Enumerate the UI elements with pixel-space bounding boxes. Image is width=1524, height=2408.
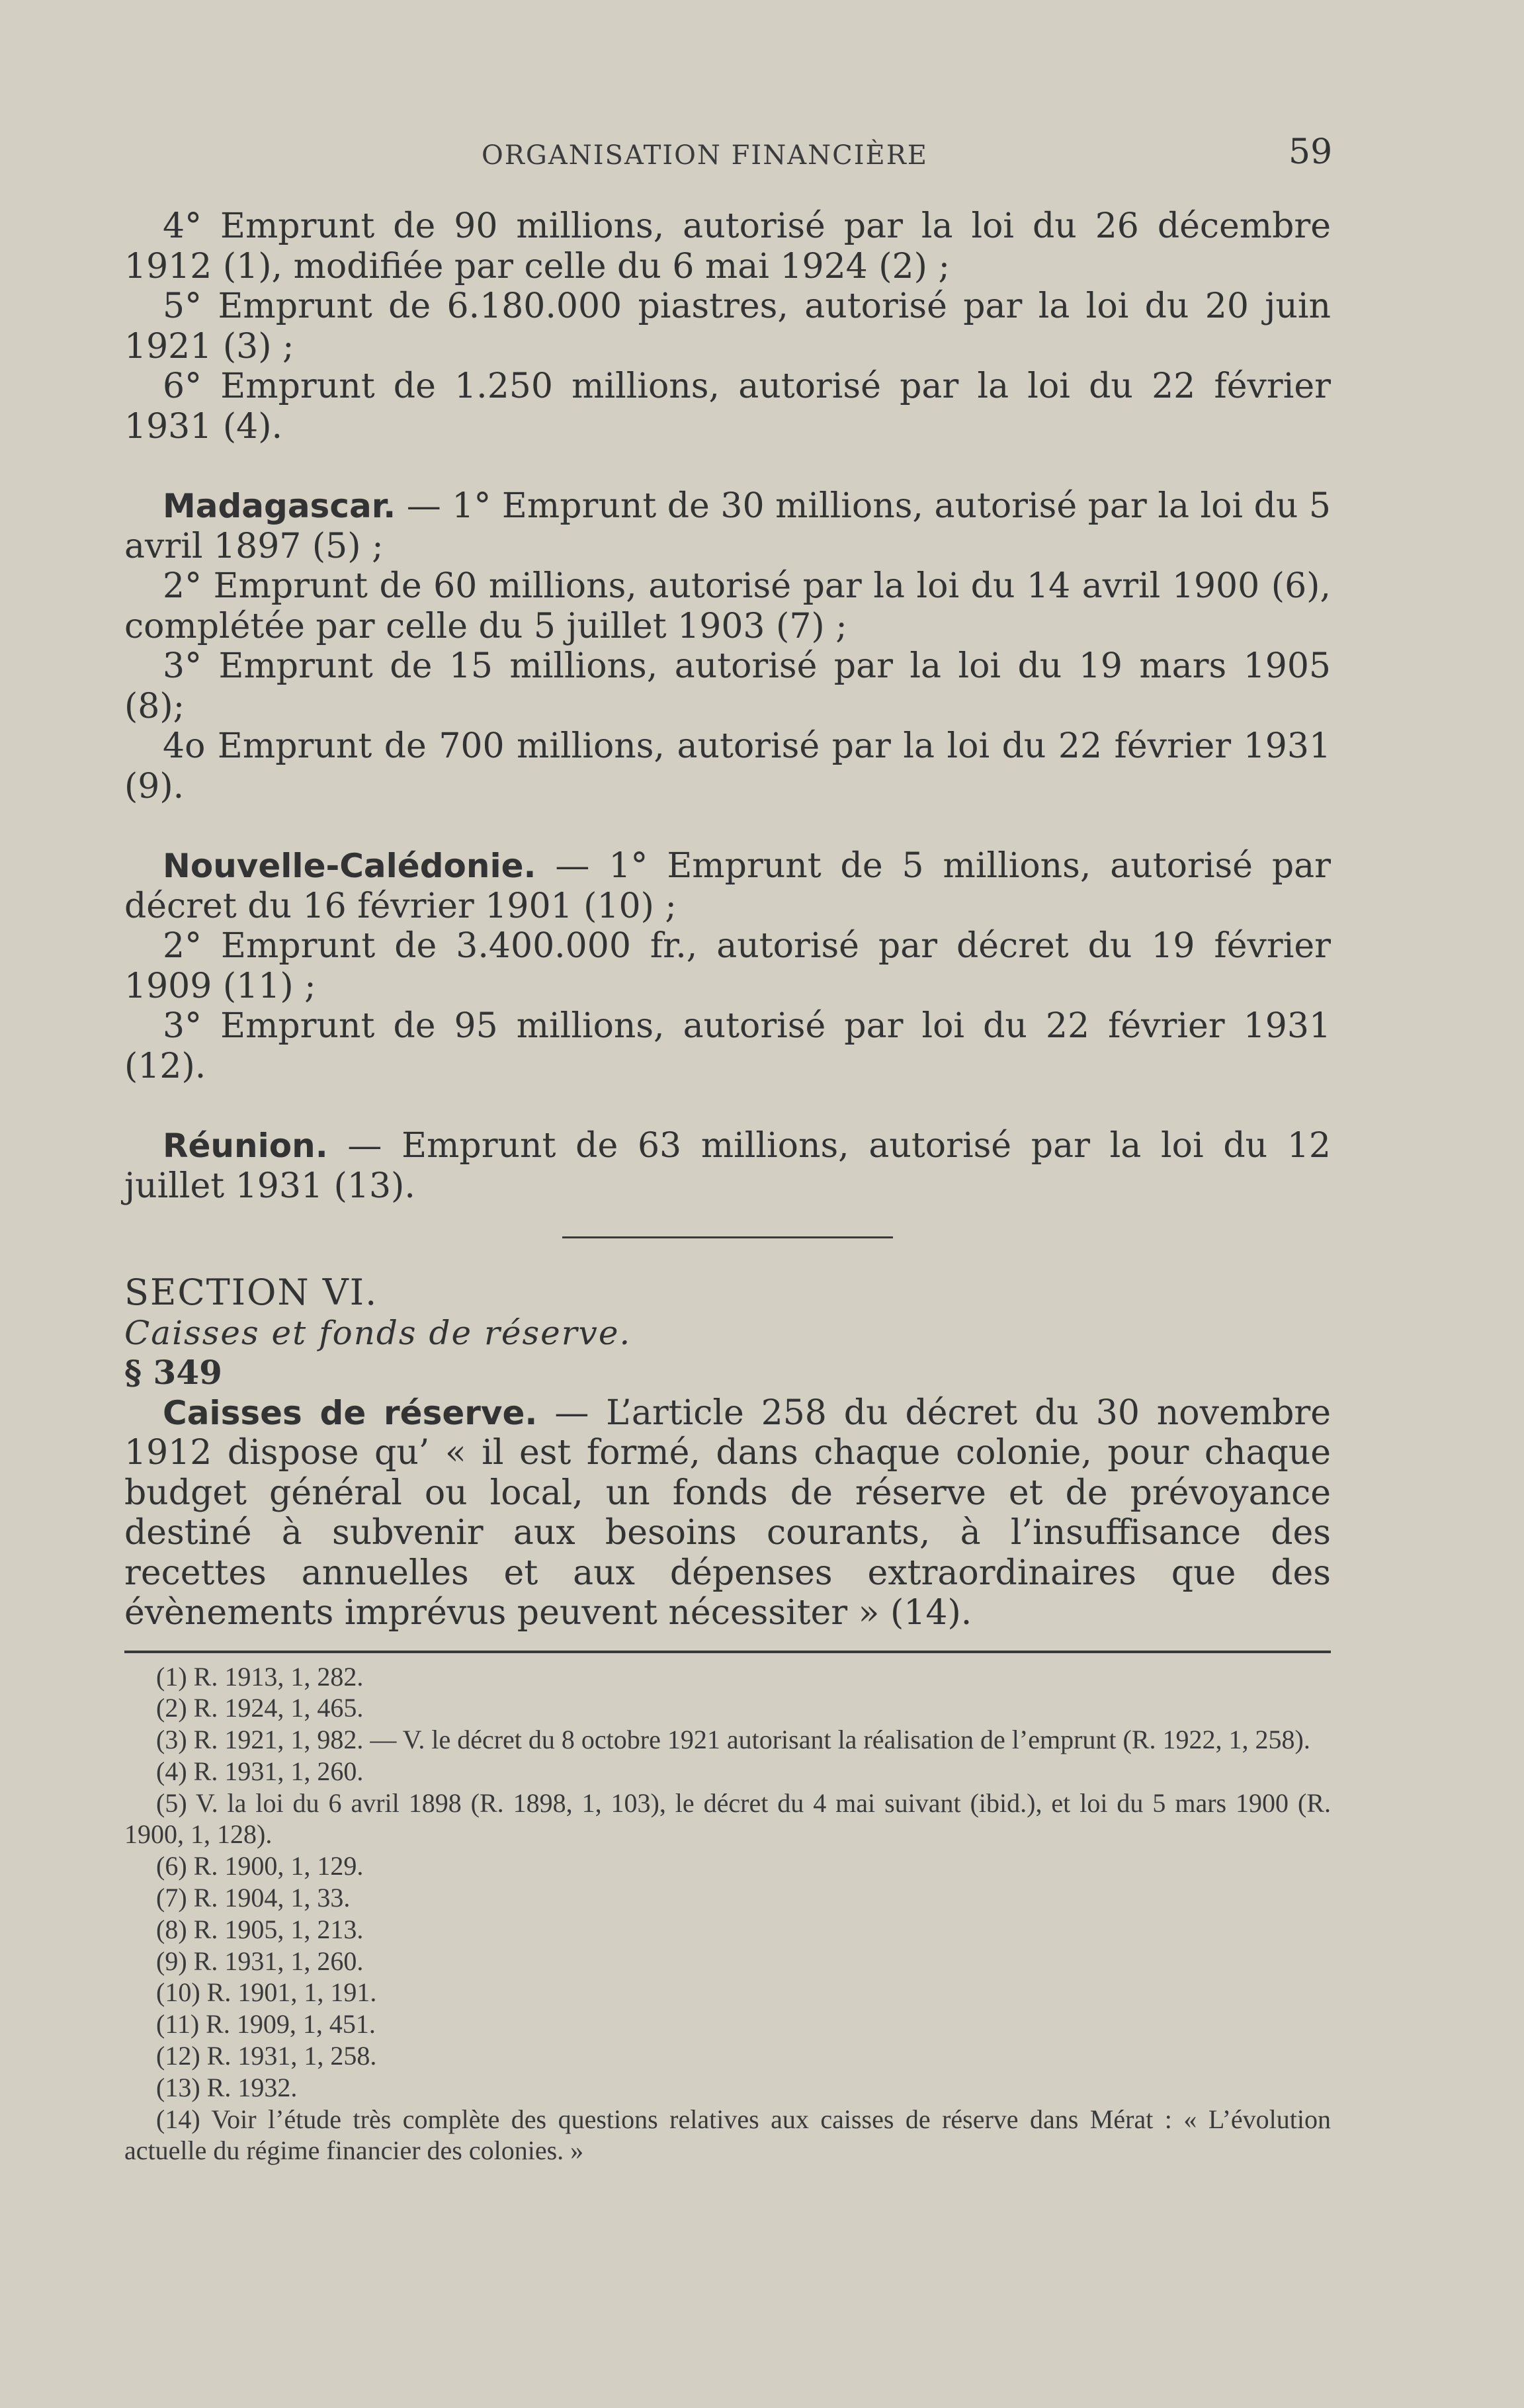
caisses-heading: Caisses de réserve.	[163, 1393, 538, 1432]
loan-item: 3° Emprunt de 15 millions, autorisé par la loi du 19 mars 1905 (8);	[124, 646, 1331, 726]
running-head: ORGANISATION FINANCIÈRE	[482, 140, 929, 171]
loan-item: 2° Emprunt de 60 millions, autorisé par la loi du 14 avril 1900 (6), complétée par celle du 5 juillet 1903 (7) ;	[124, 566, 1331, 646]
footnote: (12) R. 1931, 1, 258.	[156, 2041, 377, 2071]
madagascar-heading: Madagascar.	[163, 487, 396, 525]
footnote: (13) R. 1932.	[156, 2072, 298, 2102]
page-header	[0, 126, 1524, 185]
nouvelle-caledonie-first-loan: — 1° Emprunt de 5 millions, autorisé par décret du 16 février 1901 (10) ;	[124, 846, 1331, 926]
nouvelle-caledonie-heading: Nouvelle-Calédonie.	[163, 847, 536, 885]
paragraph-number: § 349	[124, 1353, 222, 1392]
footnote: (5) V. la loi du 6 avril 1898 (R. 1898, 1, 103), le décret du 4 mai suivant (ibid.), et loi du 5 mars 1900 (R. 1900, 1, 128).	[124, 1787, 1331, 1850]
footnote: (8) R. 1905, 1, 213.	[156, 1914, 364, 1944]
page-number: 59	[1289, 132, 1333, 172]
footnote: (9) R. 1931, 1, 260.	[156, 1946, 364, 1976]
footnote: (10) R. 1901, 1, 191.	[156, 1977, 377, 2008]
loan-item: 4o Emprunt de 700 millions, autorisé par la loi du 22 février 1931 (9).	[124, 726, 1331, 806]
footnote: (7) R. 1904, 1, 33.	[156, 1883, 351, 1913]
nouvelle-caledonie-paragraph	[124, 846, 1331, 926]
footnote: (1) R. 1913, 1, 282.	[156, 1661, 364, 1692]
caisses-paragraph	[124, 1393, 1331, 1633]
footnote: (14) Voir l’étude très complète des questions relatives aux caisses de réserve dans Mérat : « L’évolution actuelle du régime financier des colonies. »	[124, 2104, 1331, 2166]
loan-item: 2° Emprunt de 3.400.000 fr., autorisé par décret du 19 février 1909 (11) ;	[124, 926, 1331, 1006]
reunion-text: — Emprunt de 63 millions, autorisé par la loi du 12 juillet 1931 (13).	[124, 1126, 1331, 1206]
footnote: (11) R. 1909, 1, 451.	[156, 2009, 376, 2040]
footnote-rule	[124, 1651, 1331, 1653]
page-body	[124, 206, 1331, 2167]
reunion-paragraph	[124, 1126, 1331, 1206]
section-title: SECTION VI.	[124, 1271, 378, 1313]
footnotes	[124, 1661, 1331, 2167]
loan-item: 3° Emprunt de 95 millions, autorisé par loi du 22 février 1931 (12).	[124, 1006, 1331, 1086]
madagascar-paragraph	[124, 486, 1331, 566]
loan-item: 5° Emprunt de 6.180.000 piastres, autorisé par la loi du 20 juin 1921 (3) ;	[124, 286, 1331, 366]
separator-rule	[562, 1236, 893, 1238]
reunion-heading: Réunion.	[163, 1127, 328, 1165]
section-subtitle: Caisses et fonds de réserve.	[124, 1313, 632, 1352]
madagascar-first-loan: — 1° Emprunt de 30 millions, autorisé par la loi du 5 avril 1897 (5) ;	[124, 486, 1331, 566]
caisses-text: — L’article 258 du décret du 30 novembre 1912 dispose qu’ « il est formé, dans chaque colonie, pour chaque budget général ou local, un fonds de réserve et de prévoyance destiné à subvenir aux besoins courants, à l’insuffisance des recettes annuelles et aux dépenses extraordinaires que des évènements imprévus peuvent nécessiter » (14).	[124, 1393, 1331, 1633]
footnote: (3) R. 1921, 1, 982. — V. le décret du 8 octobre 1921 autorisant la réalisation de l’emprunt (R. 1922, 1, 258).	[156, 1725, 1310, 1755]
footnote: (6) R. 1900, 1, 129.	[156, 1851, 364, 1881]
loan-item: 6° Emprunt de 1.250 millions, autorisé par la loi du 22 février 1931 (4).	[124, 366, 1331, 447]
loan-item: 4° Emprunt de 90 millions, autorisé par la loi du 26 décembre 1912 (1), modifiée par celle du 6 mai 1924 (2) ;	[124, 206, 1331, 286]
footnote: (4) R. 1931, 1, 260.	[156, 1756, 364, 1786]
footnote: (2) R. 1924, 1, 465.	[156, 1693, 364, 1723]
